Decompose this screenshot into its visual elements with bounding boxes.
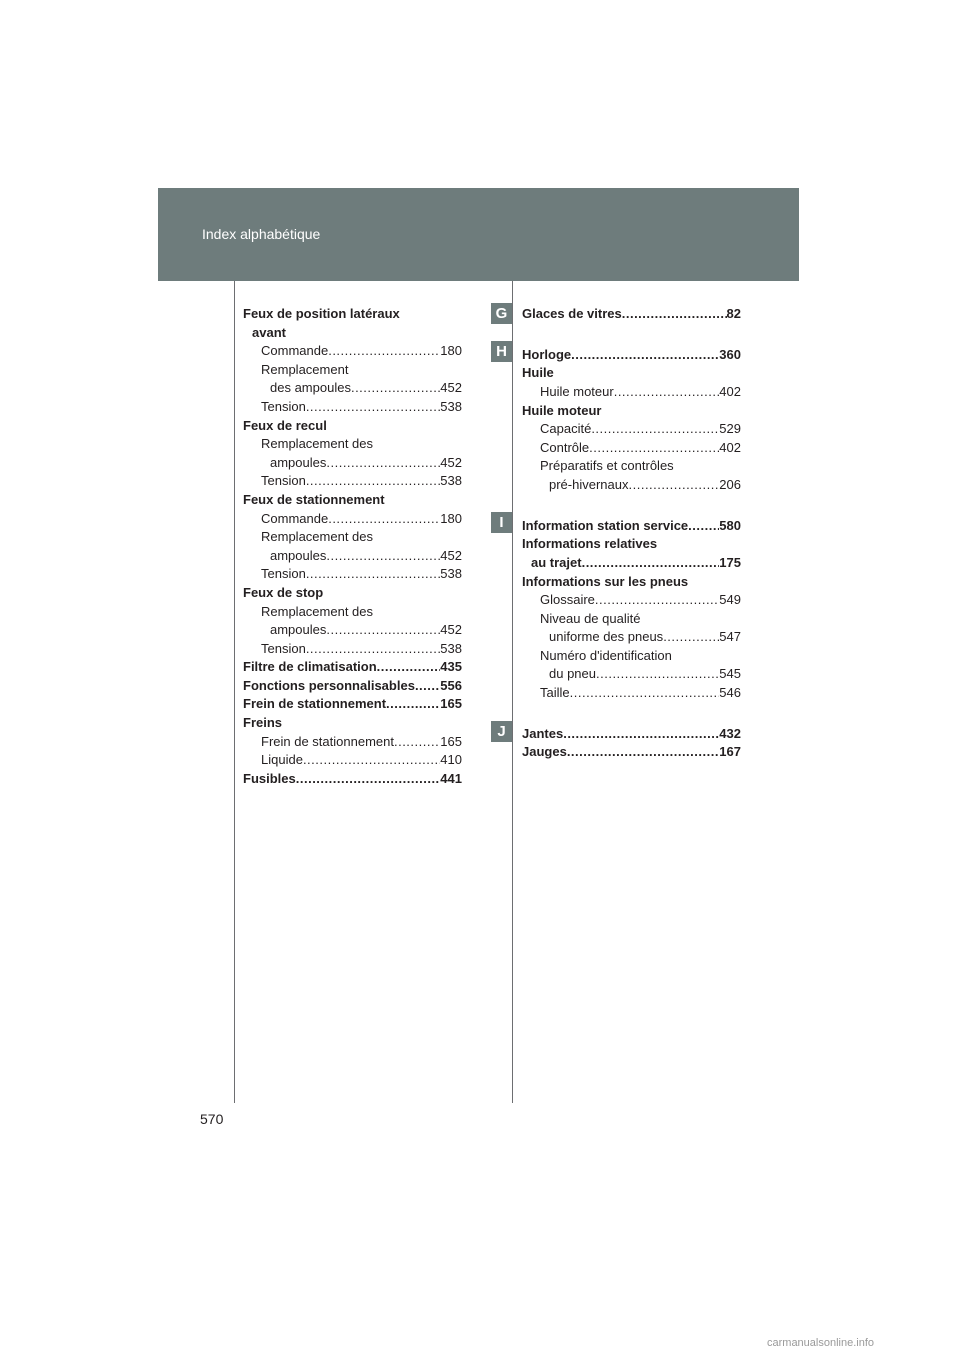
index-subentry[interactable]: ampoules ..... 452	[243, 547, 462, 566]
page-ref: 175	[719, 554, 741, 570]
page-ref: 452	[440, 454, 462, 470]
page-ref: 547	[719, 629, 741, 645]
index-entry[interactable]: Jantes ..... 432	[522, 725, 741, 744]
index-entry: Feux de stop	[243, 584, 324, 600]
page-ref: 432	[719, 725, 741, 741]
page-ref: 545	[719, 666, 741, 682]
index-entry[interactable]: Glaces de vitres ..... 82	[522, 305, 741, 324]
index-entry: Informations relatives	[522, 536, 658, 552]
index-subentry: Remplacement des	[261, 529, 373, 545]
page-ref: 165	[440, 696, 462, 712]
page-ref: 452	[440, 547, 462, 563]
section-letter-g: G	[491, 303, 512, 324]
index-subentry[interactable]: Taille ..... 546	[522, 684, 741, 703]
page-ref: 441	[440, 770, 462, 786]
page-number: 570	[200, 1111, 224, 1127]
index-subentry[interactable]: Liquide ..... 410	[243, 751, 462, 770]
page-ref: 402	[719, 439, 741, 455]
page-ref: 206	[719, 476, 741, 492]
index-entry: Feux de recul	[243, 417, 327, 433]
page-ref: 452	[440, 622, 462, 638]
page-ref: 529	[719, 421, 741, 437]
index-entry[interactable]: Filtre de climatisation ..... 435	[243, 658, 462, 677]
index-entry: Huile moteur	[522, 402, 602, 418]
index-entry[interactable]: Jauges ..... 167	[522, 743, 741, 762]
page-ref: 402	[719, 383, 741, 399]
index-subentry[interactable]: Commande ..... 180	[243, 342, 462, 361]
index-column-right	[522, 305, 741, 762]
index-entry[interactable]: Fusibles ..... 441	[243, 770, 462, 789]
index-entry[interactable]: Frein de stationnement ..... 165	[243, 695, 462, 714]
index-subentry: Niveau de qualité	[540, 610, 641, 626]
index-subentry[interactable]: Tension ..... 538	[243, 398, 462, 417]
section-letter-j: J	[491, 721, 512, 742]
watermark: carmanualsonline.info	[767, 1337, 875, 1349]
index-subentry[interactable]: ampoules ..... 452	[243, 454, 462, 473]
page-ref: 82	[726, 306, 741, 321]
index-subentry: Numéro d'identification	[540, 647, 672, 663]
index-subentry[interactable]: Tension ..... 538	[243, 472, 462, 491]
index-subentry[interactable]: Tension ..... 538	[243, 640, 462, 659]
index-subentry: Remplacement des	[261, 603, 373, 619]
page-ref: 435	[440, 659, 462, 675]
section-letter-i: I	[491, 512, 512, 533]
page-ref: 165	[440, 733, 462, 749]
index-subentry[interactable]: ampoules ..... 452	[243, 621, 462, 640]
page-ref: 580	[719, 517, 741, 533]
page-ref: 538	[440, 473, 462, 489]
index-subentry[interactable]: Commande ..... 180	[243, 510, 462, 529]
index-subentry[interactable]: Glossaire ..... 549	[522, 591, 741, 610]
index-subentry: Remplacement	[261, 361, 349, 377]
page-ref: 410	[440, 752, 462, 768]
left-column-rule	[234, 281, 235, 1103]
page-ref: 360	[719, 346, 741, 362]
index-subentry[interactable]: Frein de stationnement ..... 165	[243, 733, 462, 752]
index-subentry: Remplacement des	[261, 436, 373, 452]
index-column-left	[243, 305, 462, 788]
index-subentry[interactable]: uniforme des pneus ..... 547	[522, 628, 741, 647]
index-subentry[interactable]: Contrôle ..... 402	[522, 439, 741, 458]
index-subentry[interactable]: Huile moteur ..... 402	[522, 383, 741, 402]
section-gap	[522, 495, 741, 517]
index-subentry[interactable]: Capacité ..... 529	[522, 420, 741, 439]
page-ref: 546	[719, 685, 741, 701]
index-entry: Feux de stationnement	[243, 491, 385, 507]
index-subentry[interactable]: Tension ..... 538	[243, 565, 462, 584]
page-ref: 180	[440, 510, 462, 526]
section-letter-h: H	[491, 341, 512, 362]
index-entry: Informations sur les pneus	[522, 573, 689, 589]
index-entry[interactable]: Feux de position latéraux	[243, 306, 400, 321]
index-entry[interactable]: Fonctions personnalisables ..... 556	[243, 677, 462, 696]
section-gap	[522, 703, 741, 725]
page-ref: 167	[719, 744, 741, 760]
page-ref: 549	[719, 592, 741, 608]
section-gap	[522, 324, 741, 346]
index-entry[interactable]: Horloge ..... 360	[522, 346, 741, 365]
index-entry[interactable]: au trajet ..... 175	[522, 554, 741, 573]
page-ref: 180	[440, 343, 462, 359]
index-entry: Huile	[522, 365, 554, 381]
index-subentry: Préparatifs et contrôles	[540, 458, 674, 474]
center-column-rule	[512, 281, 513, 1103]
index-entry: Freins	[243, 715, 283, 731]
index-subentry[interactable]: des ampoules ..... 452	[243, 379, 462, 398]
page-ref: 538	[440, 566, 462, 582]
index-subentry[interactable]: pré-hivernaux ..... 206	[522, 476, 741, 495]
index-entry[interactable]: Information station service ..... 580	[522, 517, 741, 536]
header-bar	[158, 188, 799, 281]
page-ref: 538	[440, 398, 462, 414]
page-ref: 452	[440, 380, 462, 396]
index-subentry[interactable]: du pneu ..... 545	[522, 665, 741, 684]
page-ref: 556	[440, 677, 462, 693]
page-ref: 538	[440, 640, 462, 656]
index-entry: avant	[252, 324, 286, 340]
header-title: Index alphabétique	[202, 226, 321, 242]
